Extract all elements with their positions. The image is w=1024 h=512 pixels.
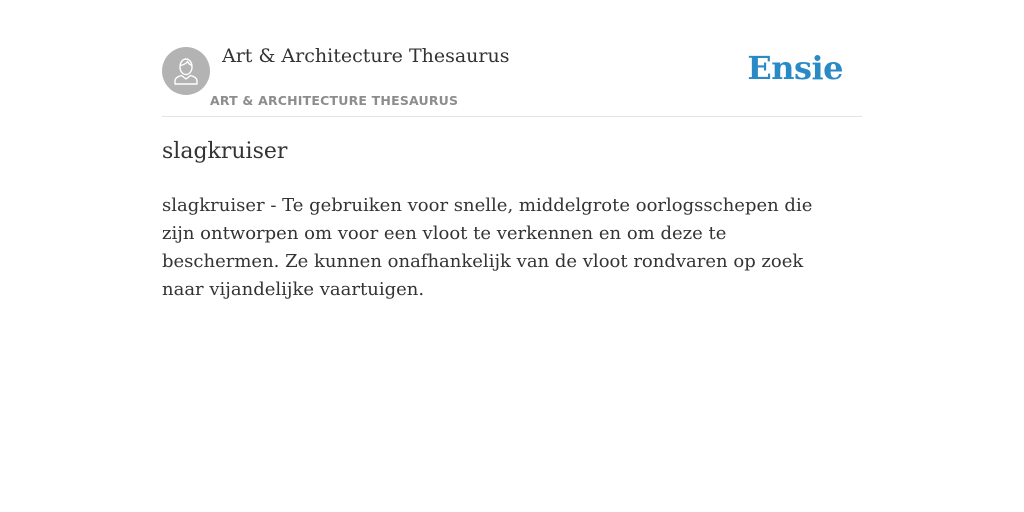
ensie-logo[interactable]: Ensie — [747, 49, 843, 87]
category-link[interactable]: ART & ARCHITECTURE THESAURUS — [210, 93, 459, 108]
user-placeholder-icon — [162, 47, 210, 95]
avatar[interactable] — [162, 47, 210, 95]
author-name-link[interactable]: Art & Architecture Thesaurus — [222, 45, 510, 67]
header — [162, 0, 862, 117]
term-definition: slagkruiser - Te gebruiken voor snelle, middelgrote oorlogsschepen die zijn ontworpen om voor een vloot te verkennen en om deze te beschermen. Ze kunnen onafhankelijk van de vloot rondvaren op zoek naar vijandelijke vaartuigen. — [162, 195, 813, 300]
term-title: slagkruiser — [162, 139, 288, 164]
